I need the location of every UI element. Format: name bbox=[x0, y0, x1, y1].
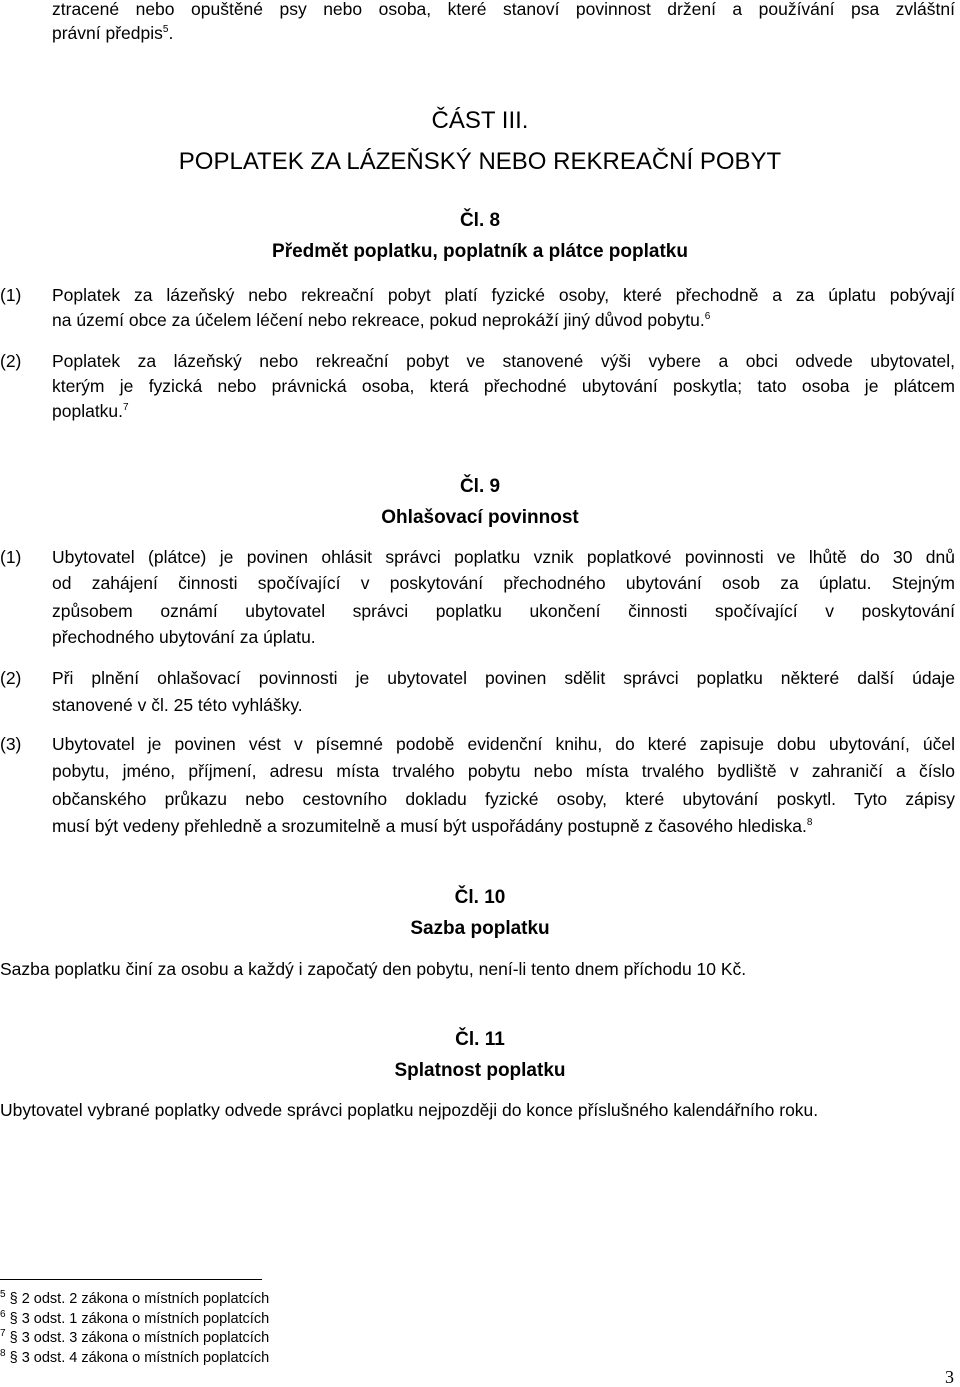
art9-par1-line-4: přechodného ubytování za úplatu. bbox=[52, 627, 316, 647]
art8-par2-line-3: poplatku.$^7$ bbox=[52, 401, 129, 421]
art8-par1-line-2: na území obce za účelem léčení nebo rekreace, pokud neprokáží jiný důvod pobytu.$^6$ bbox=[52, 310, 711, 330]
intro-line-1: ztracené nebo opuštěné psy nebo osoba, které stanoví povinnost držení a používání psa zvláštní bbox=[52, 0, 955, 19]
article-11-text: Ubytovatel vybrané poplatky odvede správci poplatku nejpozději do konce příslušného kalendářního roku. bbox=[0, 1100, 819, 1120]
footnote-8: $^8$ § 3 odst. 4 zákona o místních poplatcích bbox=[0, 1348, 270, 1366]
article-8-number: Čl. 8 bbox=[459, 210, 501, 231]
article-11-number: Čl. 11 bbox=[455, 1029, 505, 1050]
art8-par1-line-1: Poplatek za lázeňský nebo rekreační pobyt platí fyzické osoby, které přechodně a za úplatu pobývají bbox=[52, 285, 955, 305]
art9-par2-line-1: Při plnění ohlašovací povinnosti je ubytovatel povinen sdělit správci poplatku některé další údaje bbox=[52, 668, 955, 688]
art9-par2-number: (2) bbox=[0, 668, 22, 688]
art8-par2-line-1: Poplatek za lázeňský nebo rekreační pobyt ve stanovené výši vybere a obci odvede ubytovatel, bbox=[52, 351, 955, 371]
article-10-title: Sazba poplatku bbox=[410, 918, 550, 939]
page-number: 3 bbox=[945, 1367, 954, 1387]
art9-par2-line-2: stanovené v čl. 25 této vyhlášky. bbox=[52, 695, 303, 715]
part-label: ČÁST III. bbox=[431, 107, 529, 134]
footnote-ref-6[interactable]: 6 bbox=[704, 311, 711, 322]
article-9-title: Ohlašovací povinnost bbox=[381, 507, 579, 528]
article-10-number: Čl. 10 bbox=[454, 887, 506, 908]
art8-par2-number: (2) bbox=[0, 351, 22, 371]
art8-par1-number: (1) bbox=[0, 285, 22, 305]
art9-par1-line-3: způsobem oznámí ubytovatel správci poplatku ukončení činnosti spočívající v poskytování bbox=[52, 601, 955, 621]
art9-par1-number: (1) bbox=[0, 547, 22, 567]
footnote-5: $^5$ § 2 odst. 2 zákona o místních poplatcích bbox=[0, 1289, 270, 1307]
article-10-text: Sazba poplatku činí za osobu a každý i započatý den pobytu, není-li tento dnem příchodu 10 Kč. bbox=[0, 959, 747, 979]
footnote-separator bbox=[0, 1279, 262, 1280]
art9-par3-line-4: musí být vedeny přehledně a srozumitelně a musí být uspořádány postupně z časového hlediska.$^8$ bbox=[52, 816, 813, 836]
footnote-ref-8[interactable]: 8 bbox=[806, 817, 813, 828]
article-11-title: Splatnost poplatku bbox=[394, 1060, 566, 1081]
art9-par3-number: (3) bbox=[0, 734, 22, 754]
art9-par3-line-3: občanského průkazu nebo cestovního dokladu fyzické osoby, které ubytování poskytl. Tyto zápisy bbox=[52, 789, 955, 809]
footnote-7: $^7$ § 3 odst. 3 zákona o místních poplatcích bbox=[0, 1328, 270, 1346]
footnote-ref-7[interactable]: 7 bbox=[123, 402, 129, 413]
article-9-number: Čl. 9 bbox=[459, 476, 501, 497]
art9-par3-line-2: pobytu, jméno, příjmení, adresu místa trvalého pobytu nebo místa trvalého bydliště v zahraničí a číslo bbox=[52, 761, 955, 781]
art9-par1-line-2: od zahájení činnosti spočívající v poskytování přechodného ubytování osob za úplatu. Stejným bbox=[52, 573, 955, 593]
footnote-ref-5[interactable]: 5 bbox=[162, 24, 169, 35]
art9-par3-line-1: Ubytovatel je povinen vést v písemné podobě evidenční knihu, do které zapisuje dobu ubytování, účel bbox=[52, 734, 955, 754]
article-8-title: Předmět poplatku, poplatník a plátce poplatku bbox=[272, 241, 688, 262]
art9-par1-line-1: Ubytovatel (plátce) je povinen ohlásit správci poplatku vznik poplatkové povinnosti ve lhůtě do 30 dnů bbox=[52, 547, 955, 567]
footnote-6: $^6$ § 3 odst. 1 zákona o místních poplatcích bbox=[0, 1309, 270, 1327]
art8-par2-line-2: kterým je fyzická nebo právnická osoba, která přechodné ubytování poskytla; tato osoba je plátcem bbox=[52, 376, 955, 396]
part-title: POPLATEK ZA LÁZEŇSKÝ NEBO REKREAČNÍ POBYT bbox=[178, 148, 782, 175]
intro-line-2: právní předpis$^5$. bbox=[52, 23, 174, 43]
